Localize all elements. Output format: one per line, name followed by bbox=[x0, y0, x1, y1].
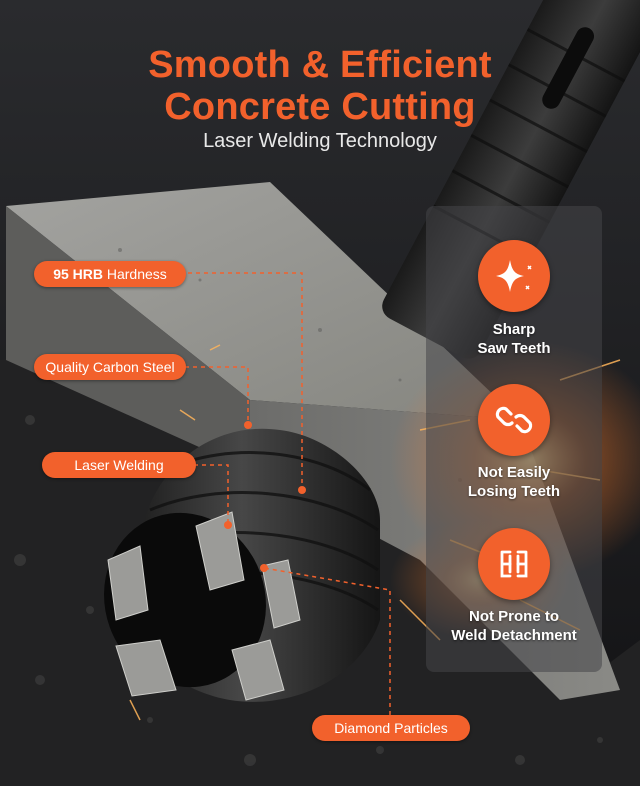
callout-hardness bbox=[34, 261, 186, 287]
callout-hardness-text: Hardness bbox=[106, 266, 167, 282]
feature-sharp-saw-teeth bbox=[430, 320, 598, 358]
feature-3-line-1: Not Prone to bbox=[469, 608, 559, 625]
chain-link-icon bbox=[478, 384, 550, 456]
callout-carbon-steel: Quality Carbon Steel bbox=[34, 354, 186, 380]
feature-2-line-1: Not Easily bbox=[477, 464, 551, 481]
headline-line-2: Concrete Cutting bbox=[164, 86, 476, 128]
weld-joint-icon bbox=[478, 528, 550, 600]
callout-hardness-value: 95 HRB bbox=[53, 266, 103, 282]
feature-1-line-1: Sharp bbox=[492, 321, 536, 338]
callout-laser-welding: Laser Welding bbox=[42, 452, 196, 478]
feature-1-line-2: Saw Teeth bbox=[477, 340, 551, 357]
feature-not-losing-teeth bbox=[430, 463, 598, 501]
headline-line-1: Smooth & Efficient bbox=[148, 44, 492, 86]
sparkle-icon bbox=[478, 240, 550, 312]
feature-2-line-2: Losing Teeth bbox=[467, 483, 561, 500]
callout-diamond-particles: Diamond Particles bbox=[312, 715, 470, 741]
feature-3-line-2: Weld Detachment bbox=[451, 627, 577, 644]
feature-weld-detachment bbox=[430, 607, 598, 645]
subheadline: Laser Welding Technology bbox=[203, 130, 437, 152]
